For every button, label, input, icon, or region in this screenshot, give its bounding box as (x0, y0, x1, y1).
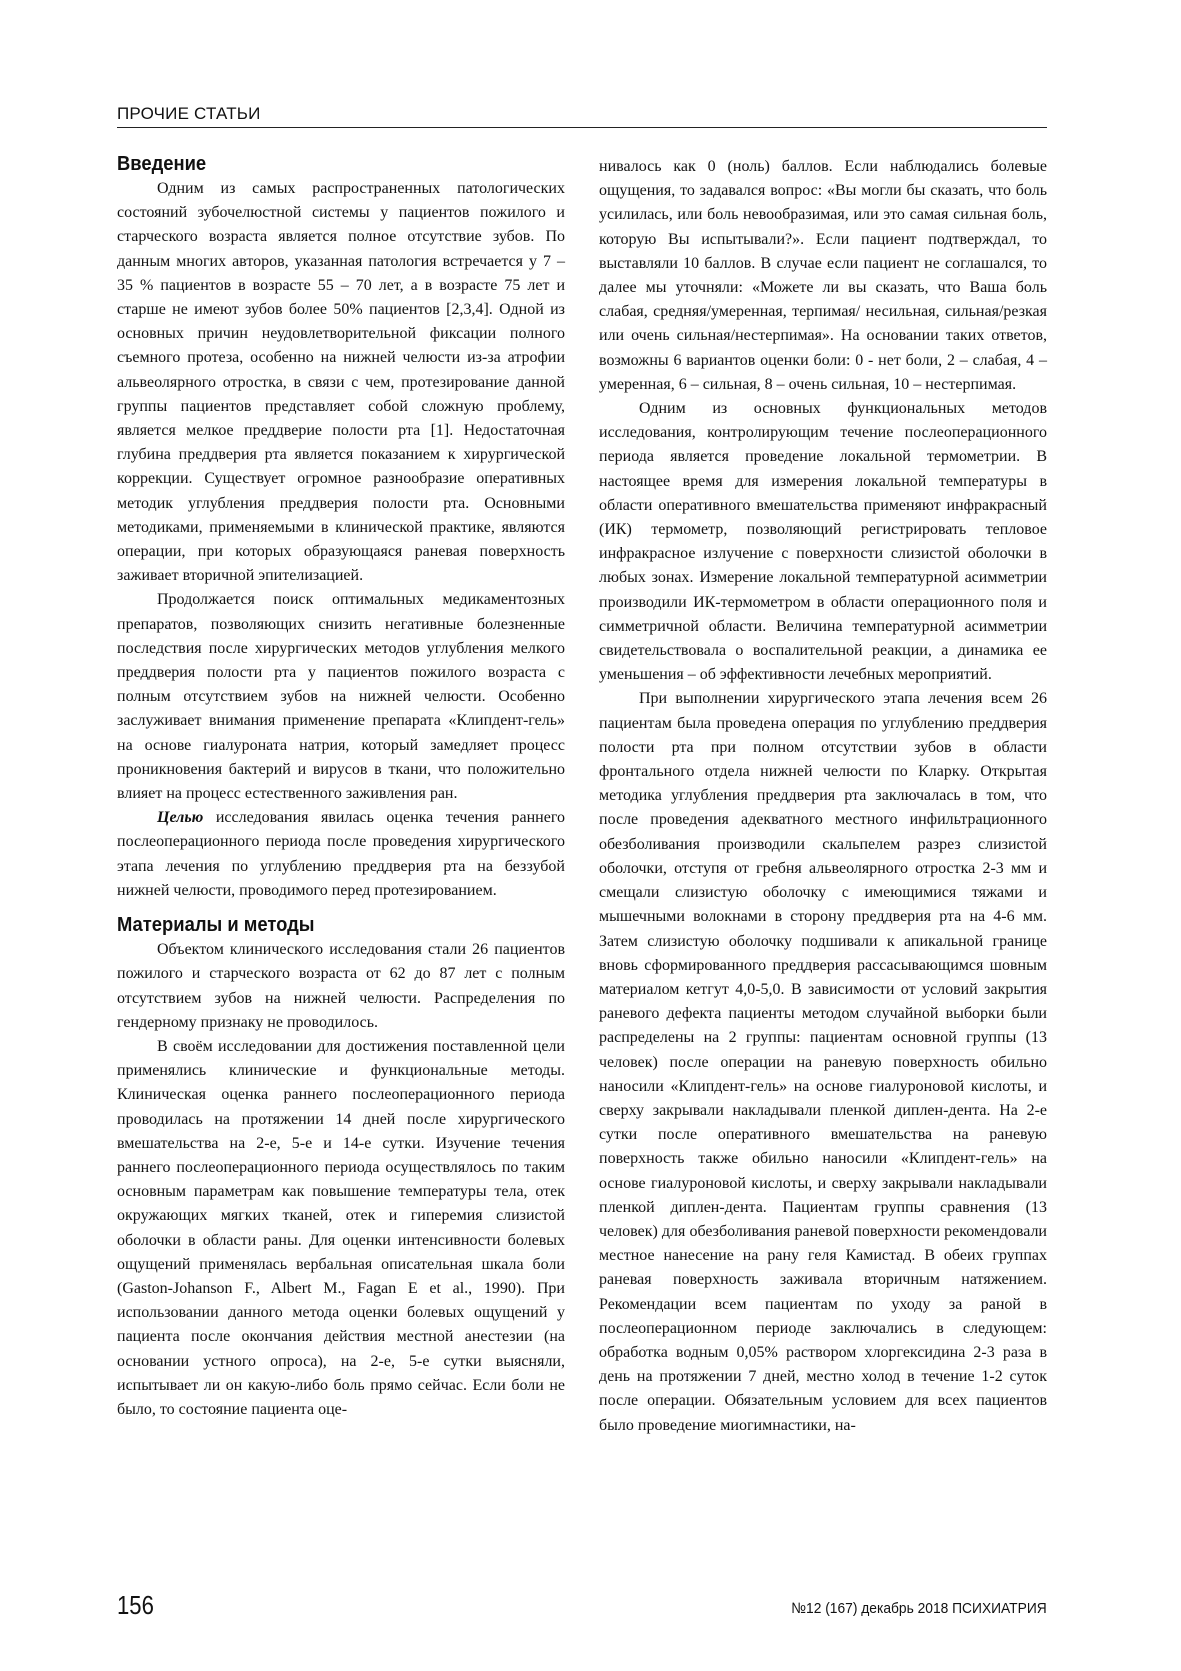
paragraph: Одним из основных функциональных методов исследования, контролирующим течение послеоперационного периода является проведение локальной термометрии. В настоящее время для измерения локальной температуры в области оперативного вмешательства применяют инфракрасный (ИК) термометр, позволяющий регистрировать тепловое инфракрасное излучение с поверхности слизистой оболочки в любых зонах. Измерение локальной температурной асимметрии производили ИК-термометром в области операционного поля и симметричной области. Величина температурной асимметрии свидетельствовала о воспалительной реакции, а динамика ее уменьшения – об эффективности лечебных мероприятий. (599, 400, 1047, 684)
aim-lead-word: Целью (157, 809, 204, 827)
right-column (599, 155, 1047, 1438)
paragraph: Одним из самых распространенных патологических состояний зубочелюстной системы у пациентов пожилого и старческого возраста является полное отсутствие зубов. По данным многих авторов, указанная патология встречается у 7 – 35 % пациентов в возрасте 55 – 70 лет, а в возрасте 75 лет и старше не имеют зубов более 50% пациентов [2,3,4]. Одной из основных причин неудовлетворительной фиксации полного съемного протеза, особенно на нижней челюсти из-за атрофии альвеолярного отростка, в связи с чем, протезирование данной группы пациентов представляет собой сложную проблему, является мелкое преддверие полости рта [1]. Недостаточная глубина преддверия рта является показанием к хирургической коррекции. Существует огромное разнообразие оперативных методик углубления преддверия полости рта. Основными методиками, применяемыми в клинической практике, являются операции, при которых образующаяся раневая поверхность заживает вторичной эпителизацией. (117, 180, 565, 585)
paragraph: При выполнении хирургического этапа лечения всем 26 пациентам была проведена операция по углублению преддверия полости рта при полном отсутствии зубов в области фронтального отдела нижней челюсти по Кларку. Открытая методика углубления преддверия рта заключалась в том, что после проведения адекватного местного инфильтрационного обезболивания производили скальпелем разрез слизистой оболочки, отступя от гребня альвеолярного отростка 2-3 мм и смещали слизистую оболочку с имеющимися тяжами и мышечными волокнами в сторону преддверия рта на 4-6 мм. Затем слизистую оболочку подшивали к апикальной границе вновь сформированного преддверия рассасывающимся шовным материалом кетгут 4,0-5,0. В зависимости от условий закрытия раневого дефекта пациенты методом случайной выборки были распределены на 2 группы: пациентам основной группы (13 человек) после операции на раневую поверхность обильно наносили «Клипдент-гель» на основе гиалуроновой кислоты, и сверху закрывали накладывали пленкой диплен-дента. На 2-е сутки после оперативного вмешательства на раневую поверхность также обильно наносили «Клипдент-гель» на основе гиалуроновой кислоты, и сверху закрывали накладывали пленкой диплен-дента. Пациентам группы сравнения (13 человек) для обезболивания раневой поверхности рекомендовали местное нанесение на рану геля Камистад. В обеих группах раневая поверхность заживала вторичным натяжением. Рекомендации всем пациентам по уходу за раной в послеоперационном периоде заключались в следующем: обработка водным 0,05% раствором хлоргексидина 2-3 раза в день на протяжении 7 дней, местно холод в течение 1-2 суток после операции. Обязательным условием для всех пациентов было проведение миогимнастики, на- (599, 690, 1047, 1434)
paragraph: Объектом клинического исследования стали 26 пациентов пожилого и старческого возраста от 62 до 87 лет с полным отсутствием зубов на нижней челюсти. Распределения по гендерному признаку не проводилось. (117, 941, 565, 1031)
heading-introduction: Введение (117, 153, 207, 175)
paragraph: Продолжается поиск оптимальных медикаментозных препаратов, позволяющих снизить негативные болезненные последствия после хирургических методов углубления мелкого преддверия полости рта у пациентов пожилого возраста с полным отсутствием зубов на нижней челюсти. Особенно заслуживает внимания применение препарата «Клипдент-гель» на основе гиалуроната натрия, который замедляет процесс проникновения бактерий и вирусов в ткани, что положительно влияет на процесс естественного заживления ран. (117, 591, 565, 803)
paragraph: нивалось как 0 (ноль) баллов. Если наблюдались болевые ощущения, то задавался вопрос: «Вы могли бы сказать, что боль усилилась, или боль невообразимая, или это самая сильная боль, которую Вы испытывали?». Если пациент подтверждал, то выставляли 10 баллов. В случае если пациент не соглашался, то далее мы уточняли: «Можете ли вы сказать, что Ваша боль слабая, средняя/умеренная, терпимая/ несильная, сильная/резкая или очень сильная/нестерпимая». На основании таких ответов, возможны 6 вариантов оценки боли: 0 - нет боли, 2 – слабая, 4 – умеренная, 6 – сильная, 8 – очень сильная, 10 – нестерпимая. (599, 158, 1047, 393)
left-column (117, 152, 565, 1422)
aim-text: исследования явилась оценка течения раннего послеоперационного периода после проведения хирургического этапа лечения по углублению преддверия рта на беззубой нижней челюсти, проводимого перед протезированием. (117, 809, 565, 899)
page-number: 156 (117, 1590, 154, 1620)
heading-methods: Материалы и методы (117, 914, 315, 937)
section-header: ПРОЧИЕ СТАТЬИ (117, 104, 261, 123)
paragraph: В своём исследовании для достижения поставленной цели применялись клинические и функциональные методы. Клиническая оценка раннего послеоперационного периода проводилась на протяжении 14 дней после хирургического вмешательства на 2-е, 5-е и 14-е сутки. Изучение течения раннего послеоперационного периода осуществлялось по таким основным параметрам как повышение температуры тела, отек окружающих мягких тканей, отек и гиперемия слизистой оболочки в области раны. Для оценки интенсивности болевых ощущений применялась вербальная описательная шкала боли (Gaston-Johanson F., Albert M., Fagan E et al., 1990). При использовании данного метода оценки болевых ощущений у пациента после окончания действия местной анестезии (на основании устного опроса), на 2-е, 5-е сутки выясняли, испытывает ли он какую-либо боль прямо сейчас. Если боли не было, то состояние пациента оце- (117, 1037, 565, 1418)
journal-issue: №12 (167) декабрь 2018 ПСИХИАТРИЯ (791, 1600, 1047, 1617)
paragraph-aim (117, 806, 565, 903)
header-rule (117, 127, 1047, 128)
